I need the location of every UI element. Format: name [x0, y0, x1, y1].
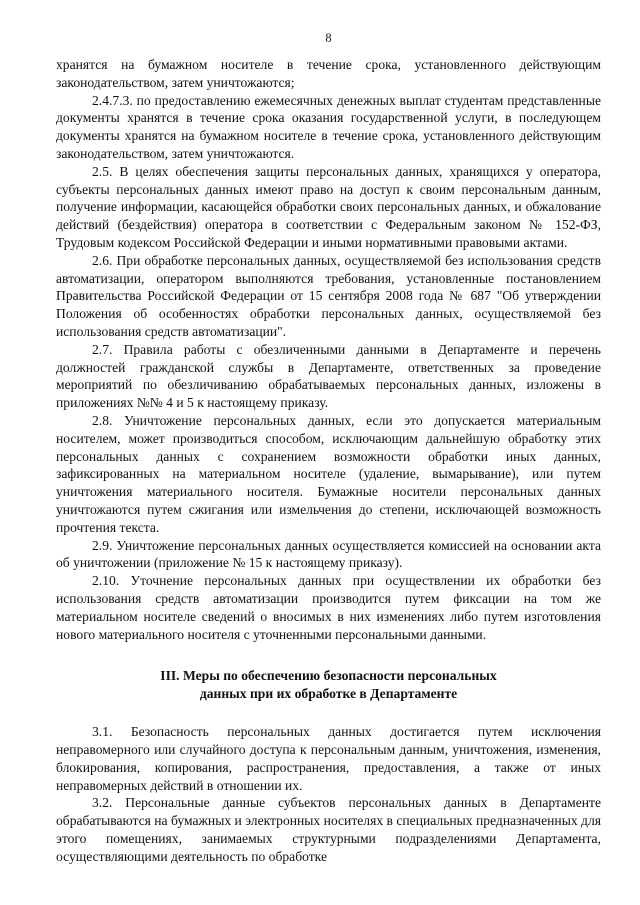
page-number: 8: [325, 31, 332, 45]
section-heading-line-2: данных при их обработке в Департаменте: [199, 686, 458, 702]
paragraph-2-4-7-3: 2.4.7.3. по предоставлению ежемесячных денежных выплат студентам представленные документы хранятся в течение срока оказания государственной услуги, в последующем документы хранятся на бумажном носителе в течение срока, установленного действующим законодательством, затем уничтожаются.: [56, 92, 601, 161]
document-page: [56, 30, 601, 866]
paragraph-2-10: 2.10. Уточнение персональных данных при осуществлении их обработки без использования средств автоматизации производится путем фиксации на том же материальном носителе сведений о вносимых в них изменениях либо путем изготовления нового материального носителя с уточненными персональными данными.: [56, 573, 601, 642]
paragraph-3-1: 3.1. Безопасность персональных данных достигается путем исключения неправомерного или случайного доступа к персональным данным, уничтожения, изменения, блокирования, копирования, распространения, предоставления, а также от иных неправомерных действий в отношении их.: [56, 724, 601, 793]
paragraph-2-9: 2.9. Уничтожение персональных данных осуществляется комиссией на основании акта об уничтожении (приложение № 15 к настоящему приказу).: [56, 537, 601, 571]
section-heading: [56, 667, 601, 703]
paragraph-2-5: 2.5. В целях обеспечения защиты персональных данных, хранящихся у оператора, субъекты персональных данных имеют право на доступ к своим персональным данным, получение информации, касающейся обработки своих персональных данных, и обжалование действий (бездействия) оператора в соответствии с Федеральным законом № 152-ФЗ, Трудовым кодексом Российской Федерации и иными нормативными правовыми актами.: [56, 163, 601, 250]
paragraph-2-7: 2.7. Правила работы с обезличенными данными в Департаменте и перечень должностей гражданской службы в Департаменте, ответственных за проведение мероприятий по обезличиванию обрабатываемых персональных данных, изложены в приложениях №№ 4 и 5 к настоящему приказу.: [56, 341, 601, 411]
paragraph-3-2: 3.2. Персональные данные субъектов персональных данных в Департаменте обрабатываются на бумажных и электронных носителях в специальных предназначенных для этого помещениях, занимаемых структурными подразделениями Департамента, осуществляющими деятельность по обработке: [56, 795, 601, 864]
paragraph-2-8: 2.8. Уничтожение персональных данных, если это допускается материальным носителем, может производиться способом, исключающим дальнейшую обработку этих персональных данных с сохранением возможности обработки иных данных, зафиксированных на материальном носителе (удаление, вымарывание), или путем уничтожения материального носителя. Бумажные носители персональных данных уничтожаются путем сжигания или измельчения до степени, исключающей возможность прочтения текста.: [56, 412, 601, 535]
section-heading-line-1: III. Меры по обеспечению безопасности персональных: [160, 668, 497, 684]
paragraph-2-6: 2.6. При обработке персональных данных, осуществляемой без использования средств автоматизации, оператором выполняются требования, установленные постановлением Правительства Российской Федерации от 15 сентября 2008 года № 687 "Об утверждении Положения об особенностях обработки персональных данных, осуществляемой без использования средств автоматизации".: [56, 252, 601, 339]
paragraph-continuation: хранятся на бумажном носителе в течение срока, установленного действующим законодательством, затем уничтожаются;: [56, 57, 601, 90]
